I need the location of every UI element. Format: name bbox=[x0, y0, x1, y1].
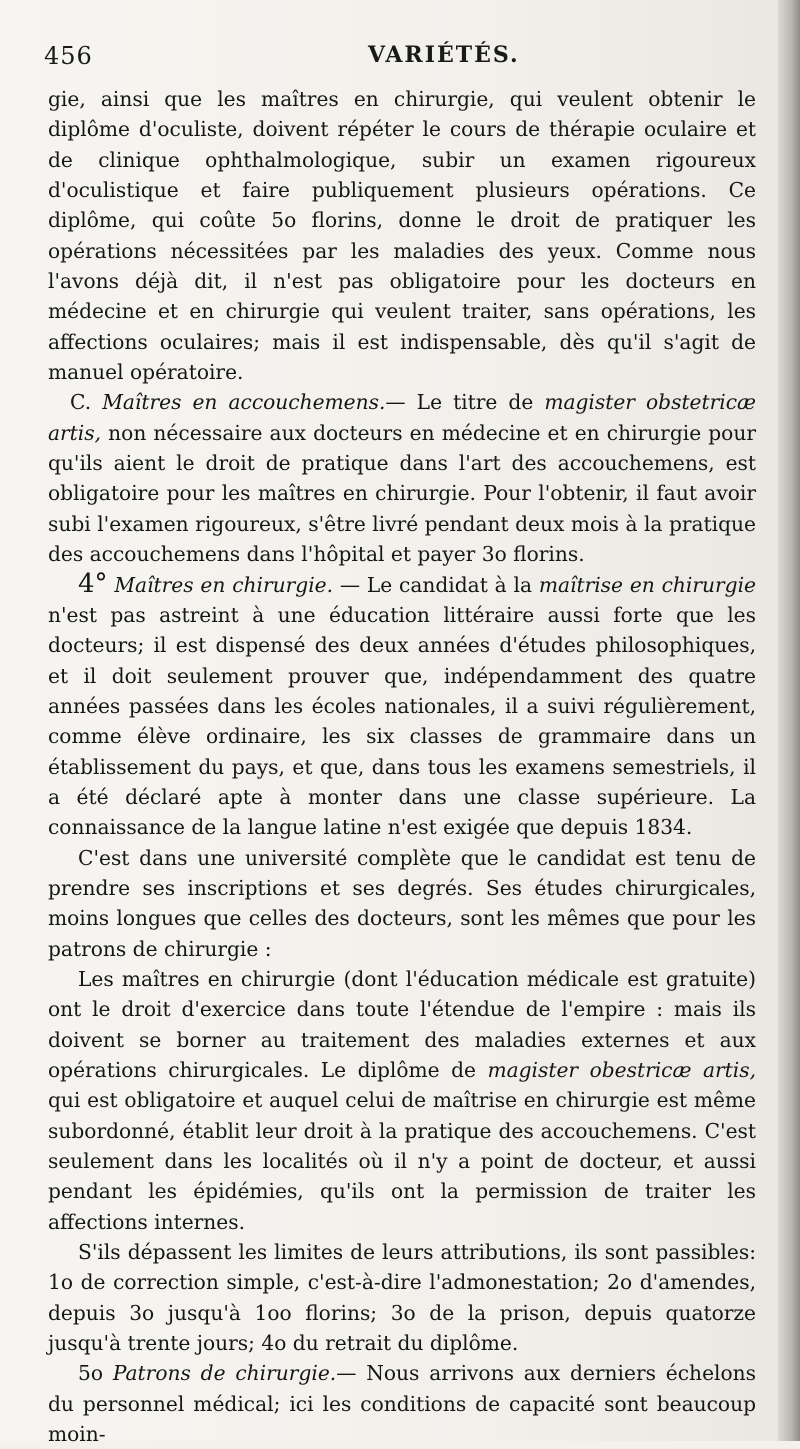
paragraph-text: C'est dans une université complète que le candidat est tenu de prendre ses inscriptions et ses degrés. Ses études chirurgicales, moins longues que celles des docteurs, sont les mêmes que pour les patrons de chirurgie : bbox=[48, 845, 756, 961]
paragraph-text: non nécessaire aux docteurs en médecine et en chirurgie pour qu'ils aient le droit de pratique dans l'art des accouchemens, est obligatoire pour les maîtres en chirurgie. Pour l'obtenir, il faut avoir subi l'examen rigoureux, s'être livré pendant deux mois à la pratique des accouchemens dans l'hôpital et payer 3o florins. bbox=[48, 420, 756, 567]
section-number: 4° bbox=[78, 568, 108, 599]
paragraph-sanctions bbox=[48, 1237, 756, 1358]
paragraph-text: gie, ainsi que les maîtres en chirurgie, qui veulent obtenir le diplôme d'oculiste, doivent répéter le cours de thérapie oculaire et de clinique ophthalmologique, subir un examen rigoureux d'oculistique et faire publiquement plusieurs opérations. Ce diplôme, qui coûte 5o florins, donne le droit de pratiquer les opérations nécessitées par les maladies des yeux. Comme nous l'avons déjà dit, il n'est pas obligatoire pour les docteurs en médecine et en chirurgie qui veulent traiter, sans opérations, les affections oculaires; mais il est indispensable, dès qu'il s'agit de manuel opératoire. bbox=[48, 87, 756, 385]
paragraph-universite bbox=[48, 843, 756, 964]
section-letter: C. bbox=[70, 390, 103, 415]
paragraph-oculist bbox=[48, 84, 756, 387]
section-heading: Maîtres en accouchemens. bbox=[102, 390, 386, 415]
page-number: 456 bbox=[44, 42, 93, 70]
latin-term: magister obestricæ artis, bbox=[487, 1058, 756, 1082]
paragraph-text: S'ils dépassent les limites de leurs attributions, ils sont passibles: 1o de correction simple, c'est-à-dire l'admonestation; 2o d'amendes, depuis 3o jusqu'à 1oo florins; 3o de la prison, depuis quatorze jusqu'à trente jours; 4o du retrait du diplôme. bbox=[48, 1240, 756, 1356]
paragraph-text: n'est pas astreint à une éducation littéraire aussi forte que les docteurs; il est dispensé des deux années d'études philosophiques, et il doit seulement prouver que, indépendamment des quatre années passées dans les écoles nationales, il a suivi régulièrement, comme élève ordinaire, les six classes de grammaire dans un établissement du pays, et que, dans tous les examens semestriels, il a été déclaré apte à monter dans une classe supérieure. La connaissance de la langue latine n'est exigée que depuis 1834. bbox=[48, 602, 756, 840]
paragraph-text: qui est obligatoire et auquel celui de maîtrise en chirurgie est même subordonné, établit leur droit à la pratique des accouchemens. C'est seulement dans les localités où il n'y a point de docteur, et aussi pendant les épidémies, qu'ils ont la permission de traiter les affections internes. bbox=[48, 1088, 756, 1234]
paragraph-text: — Le candidat à la bbox=[333, 572, 539, 597]
section-heading: Maîtres en chirurgie. bbox=[114, 572, 334, 597]
running-head: VARIÉTÉS. bbox=[368, 42, 520, 68]
page-body bbox=[48, 84, 756, 1449]
paragraph-text: — Nous arrivons aux derniers échelons du personnel médical; ici les conditions de capacité sont beaucoup moin- bbox=[48, 1361, 756, 1447]
paragraph-droit-exercice bbox=[48, 964, 756, 1237]
latin-term: magister obstetricæ artis, bbox=[48, 390, 757, 445]
paragraph-maitres-chirurgie bbox=[48, 570, 756, 843]
paragraph-patrons-chirurgie bbox=[48, 1358, 756, 1449]
paragraph-text: Le titre de bbox=[416, 390, 545, 415]
paragraph-text: Les maîtres en chirurgie (dont l'éducation médicale est gratuite) ont le droit d'exercice dans toute l'étendue de l'empire : mais ils doivent se borner au traitement des maladies externes et aux opérations chirurgicales. Le diplôme de bbox=[48, 966, 756, 1082]
page-header bbox=[38, 38, 764, 78]
latin-term: maîtrise en chirurgie bbox=[538, 572, 756, 597]
page-edge-shadow bbox=[778, 0, 800, 1441]
section-number: 5o bbox=[78, 1361, 113, 1386]
paragraph-maitres-accouchemens bbox=[48, 387, 756, 569]
section-heading: Patrons de chirurgie. bbox=[112, 1361, 337, 1386]
heading-dash: — bbox=[385, 390, 417, 415]
